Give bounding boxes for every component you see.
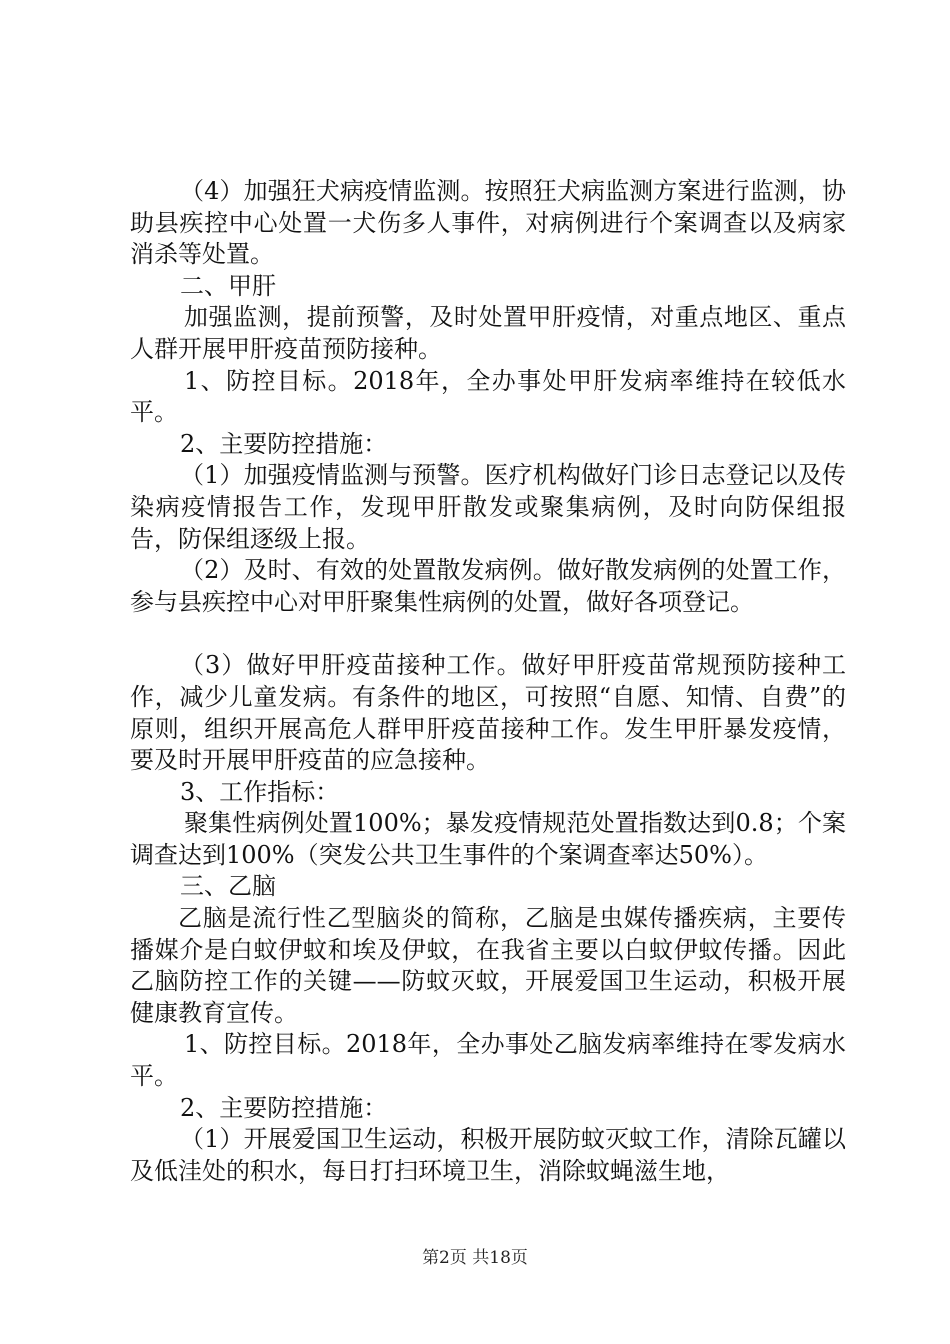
paragraph-hepatitis-a-indicators-heading: 3、工作指标： [180, 777, 340, 806]
paragraph-hepatitis-a-measure-1: （1）加强疫情监测与预警。医疗机构做好门诊日志登记以及传染病疫情报告工作，发现甲肝散发或聚集病例，及时向防保组报告，防保组逐级上报。 [130, 461, 846, 553]
paragraph-je-measure-1: （1）开展爱国卫生运动，积极开展防蚊灭蚊工作，清除瓦罐以及低洼处的积水，每日打扫环境卫生，消除蚊蝇滋生地， [130, 1125, 846, 1185]
document-body [130, 176, 846, 1187]
paragraph-hepatitis-a-goal: 1、防控目标。2018年，全办事处甲肝发病率维持在较低水平。 [130, 366, 846, 427]
page-number-footer: 第2页 共18页 [422, 1248, 528, 1268]
paragraph-je-intro: 乙脑是流行性乙型脑炎的简称，乙脑是虫媒传播疾病，主要传播媒介是白蚊伊蚊和埃及伊蚊，在我省主要以白蚊伊蚊传播。因此乙脑防控工作的关键——防蚊灭蚊，开展爱国卫生运动，积极开展健康教育宣传。 [130, 904, 846, 1027]
paragraph-je-goal: 1、防控目标。2018年，全办事处乙脑发病率维持在零发病水平。 [130, 1030, 846, 1091]
paragraph-hepatitis-a-measure-2: （2）及时、有效的处置散发病例。做好散发病例的处置工作，参与县疾控中心对甲肝聚集性病例的处置，做好各项登记。 [130, 556, 846, 616]
section-heading-hepatitis-a: 二、甲肝 [180, 271, 276, 300]
paragraph-rabies-monitoring: （4）加强狂犬病疫情监测。按照狂犬病监测方案进行监测，协助县疾控中心处置一犬伤多人事件，对病例进行个案调查以及病家消杀等处置。 [130, 177, 846, 269]
section-heading-japanese-encephalitis: 三、乙脑 [180, 872, 276, 901]
paragraph-hepatitis-a-intro: 加强监测，提前预警，及时处置甲肝疫情，对重点地区、重点人群开展甲肝疫苗预防接种。 [130, 303, 846, 363]
paragraph-je-measures-heading: 2、主要防控措施： [180, 1093, 388, 1122]
paragraph-hepatitis-a-measures-heading: 2、主要防控措施： [180, 429, 388, 458]
paragraph-hepatitis-a-measure-3: （3）做好甲肝疫苗接种工作。做好甲肝疫苗常规预防接种工作，减少儿童发病。有条件的地区，可按照“自愿、知情、自费”的原则，组织开展高危人群甲肝疫苗接种工作。发生甲肝暴发疫情，要及时开展甲肝疫苗的应急接种。 [130, 651, 846, 775]
paragraph-gap [130, 618, 846, 650]
paragraph-hepatitis-a-indicators: 聚集性病例处置100%；暴发疫情规范处置指数达到0.8；个案调查达到100%（突发公共卫生事件的个案调查率达50%）。 [130, 809, 846, 869]
